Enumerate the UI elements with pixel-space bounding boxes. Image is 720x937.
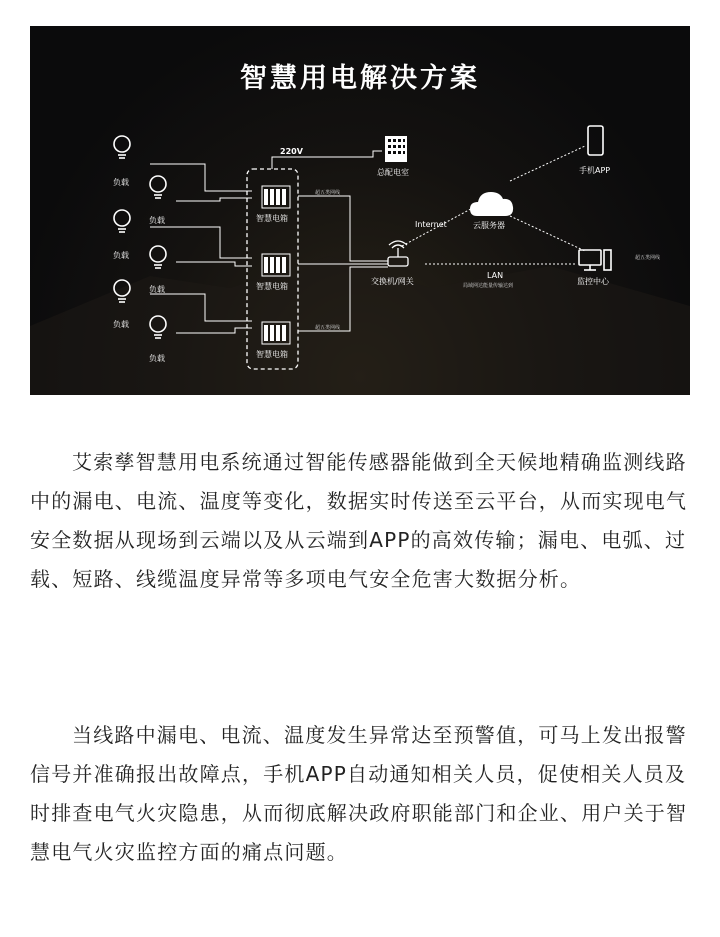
lan-label: LAN <box>487 271 504 280</box>
wiring-note: 超五类网线 <box>635 255 661 261</box>
solution-banner <box>30 26 690 395</box>
monitor-center-label: 监控中心 <box>577 277 609 286</box>
distribution-room-label: 总配电室 <box>377 168 409 177</box>
load-label: 负载 <box>113 178 129 187</box>
monitor-icon <box>579 250 611 270</box>
load-label: 负载 <box>113 251 129 260</box>
load-label: 负载 <box>113 320 129 329</box>
load-label: 负载 <box>149 285 165 294</box>
banner-title: 智慧用电解决方案 <box>240 63 480 94</box>
phone-app-label: 手机APP <box>579 166 611 175</box>
article-paragraph-1: 艾索孳智慧用电系统通过智能传感器能做到全天候地精确监测线路中的漏电、电流、温度等变化，数据实时传送至云平台，从而实现电气安全数据从现场到云端以及从云端到APP的高效传输；漏电、电弧、过载、短路、线缆温度异常等多项电气安全危害大数据分析。 <box>30 450 688 591</box>
cloud-icon <box>470 192 513 216</box>
router-icon <box>388 241 408 266</box>
lan-note: 局域网达能量传输达到 <box>463 283 514 289</box>
article-paragraph-2: 当线路中漏电、电流、温度发生异常达至预警值，可马上发出报警信号并准确报出故障点，手机APP自动通知相关人员，促使相关人员及时排查电气火灾隐患，从而彻底解决政府职能部门和企业、用户关于智慧电气火灾监控方面的痛点问题。 <box>30 723 688 864</box>
voltage-label: 220V <box>280 147 303 156</box>
distribution-room-icon <box>385 136 407 162</box>
wiring-note: 超五类网线 <box>315 325 341 331</box>
smart-box-label: 智慧电箱 <box>256 214 288 223</box>
phone-icon <box>588 126 603 155</box>
cloud-server-label: 云服务器 <box>473 221 505 230</box>
wiring-note: 超五类网线 <box>315 190 341 196</box>
smart-box-label: 智慧电箱 <box>256 282 288 291</box>
load-label: 负载 <box>149 354 165 363</box>
switch-label: 交换机/网关 <box>371 277 414 286</box>
smart-box-label: 智慧电箱 <box>256 350 288 359</box>
internet-label: Internet <box>415 220 447 229</box>
load-label: 负载 <box>149 216 165 225</box>
